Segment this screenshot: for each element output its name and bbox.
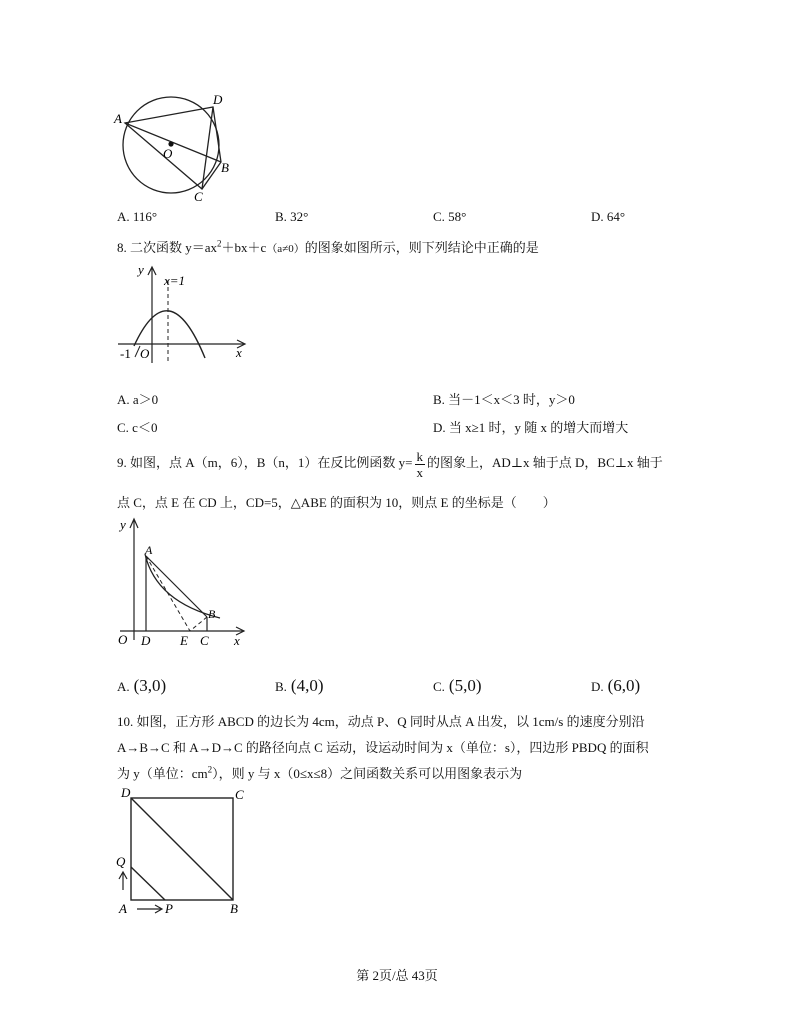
option-value: (5,0) (448, 676, 482, 695)
q9-stem-line1 (117, 443, 663, 483)
option-letter: B. (275, 209, 287, 224)
q8-stem-condition: （a≠0） (266, 243, 305, 255)
q9-segment-ab (146, 556, 207, 617)
option-value: (3,0) (133, 676, 167, 695)
q9-fraction-den: x (416, 464, 424, 480)
q10-stem-line3-b: ），则 y 与 x（0≤x≤8）之间函数关系可以用图象表示为 (212, 766, 523, 781)
q9-fraction (415, 450, 426, 479)
q8-stem-suffix: 的图象如图所示，则下列结论中正确的是 (304, 240, 539, 255)
option-letter: B. (433, 392, 445, 407)
q10-label-q: Q (116, 854, 126, 869)
q10-square-figure (110, 782, 255, 917)
q10-stem-line3 (117, 763, 522, 782)
q8-label-o: O (140, 346, 150, 361)
q7-option-d[interactable] (591, 209, 625, 225)
q7-label-b: B (221, 160, 229, 175)
q9-hyperbola-figure (112, 512, 252, 652)
option-letter: B. (275, 679, 287, 694)
q9-label-a: A (145, 543, 153, 557)
q8-option-c[interactable] (117, 417, 157, 436)
q8-label-x: x (236, 345, 242, 360)
q7-label-o: O (163, 146, 173, 161)
q10-label-p: P (165, 901, 173, 916)
option-value: 64° (606, 209, 626, 224)
option-letter: C. (433, 209, 445, 224)
q9-stem-part-b: 的图象上，AD⊥x 轴于点 D，BC⊥x 轴于 (427, 455, 663, 470)
q9-label-x: x (234, 633, 240, 648)
q9-label-e: E (180, 633, 188, 648)
q9-label-o: O (118, 632, 128, 647)
q9-segment-be (190, 617, 207, 631)
option-value: c＜0 (132, 420, 158, 435)
q10-stem-sup: 2 (207, 764, 213, 775)
q8-label-x1: x=1 (164, 273, 186, 288)
q9-label-c: C (200, 633, 209, 648)
q9-label-b: B (208, 607, 216, 621)
q10-stem-line3-a: 为 y（单位：cm (117, 766, 208, 781)
q8-option-d[interactable] (433, 417, 628, 436)
q9-stem-part-a: 9. 如图，点 A（m，6），B（n，1）在反比例函数 y= (117, 455, 413, 470)
option-letter: C. (433, 679, 445, 694)
q7-option-b[interactable] (275, 209, 308, 225)
option-value: 116° (132, 209, 158, 224)
option-letter: C. (117, 420, 129, 435)
q9-fraction-num: k (416, 448, 424, 464)
q9-label-d: D (141, 633, 151, 648)
q10-label-b: B (230, 901, 238, 916)
option-letter: A. (117, 392, 130, 407)
option-letter: A. (117, 209, 130, 224)
option-letter: A. (117, 679, 130, 694)
q9-option-d[interactable] (591, 676, 640, 696)
q7-label-d: D (213, 92, 223, 107)
option-letter: D. (433, 420, 446, 435)
option-value: (6,0) (607, 676, 641, 695)
option-value: a＞0 (132, 392, 159, 407)
option-letter: D. (591, 679, 604, 694)
q8-label-neg1: -1 (120, 346, 131, 361)
option-value: 当－1＜x＜3 时，y＞0 (448, 392, 575, 407)
q8-stem-exponent: 2 (217, 238, 222, 249)
q10-label-a: A (119, 901, 127, 916)
option-letter: D. (591, 209, 604, 224)
q8-label-y: y (138, 262, 144, 277)
q9-stem-line2: 点 C，点 E 在 CD 上，CD=5，△ABE 的面积为 10，则点 E 的坐标是（ ） (117, 495, 556, 510)
q10-label-d: D (121, 785, 131, 800)
q10-segment-qp (131, 867, 165, 900)
q7-label-a: A (114, 111, 122, 126)
q8-parabola-figure (112, 258, 252, 368)
q9-option-c[interactable] (433, 676, 482, 696)
page-footer: 第 2页/总 43页 (356, 968, 438, 983)
q7-circle-figure (110, 90, 250, 205)
q8-stem-prefix: 8. 二次函数 y＝ax (117, 240, 218, 255)
option-value: (4,0) (290, 676, 324, 695)
q8-stem-mid: ＋bx＋c (221, 240, 267, 255)
q10-stem-line2: A→B→C 和 A→D→C 的路径向点 C 运动，设运动时间为 x（单位：s），四边形 PBDQ 的面积 (117, 740, 649, 755)
q9-label-y: y (120, 517, 126, 532)
option-value: 32° (290, 209, 309, 224)
q8-option-a[interactable] (117, 389, 158, 408)
q7-option-c[interactable] (433, 209, 466, 225)
q10-label-c: C (235, 787, 244, 802)
q10-diagonal-db (131, 798, 233, 900)
q9-option-b[interactable] (275, 676, 324, 696)
q8-stem (117, 237, 539, 256)
option-value: 58° (448, 209, 467, 224)
q10-stem-line1: 10. 如图，正方形 ABCD 的边长为 4cm，动点 P、Q 同时从点 A 出发，以 1cm/s 的速度分别沿 (117, 714, 645, 729)
option-value: 当 x≥1 时，y 随 x 的增大而增大 (448, 420, 629, 435)
q9-option-a[interactable] (117, 676, 166, 696)
q7-label-c: C (194, 189, 203, 204)
q7-option-a[interactable] (117, 209, 157, 225)
q8-option-b[interactable] (433, 389, 575, 408)
